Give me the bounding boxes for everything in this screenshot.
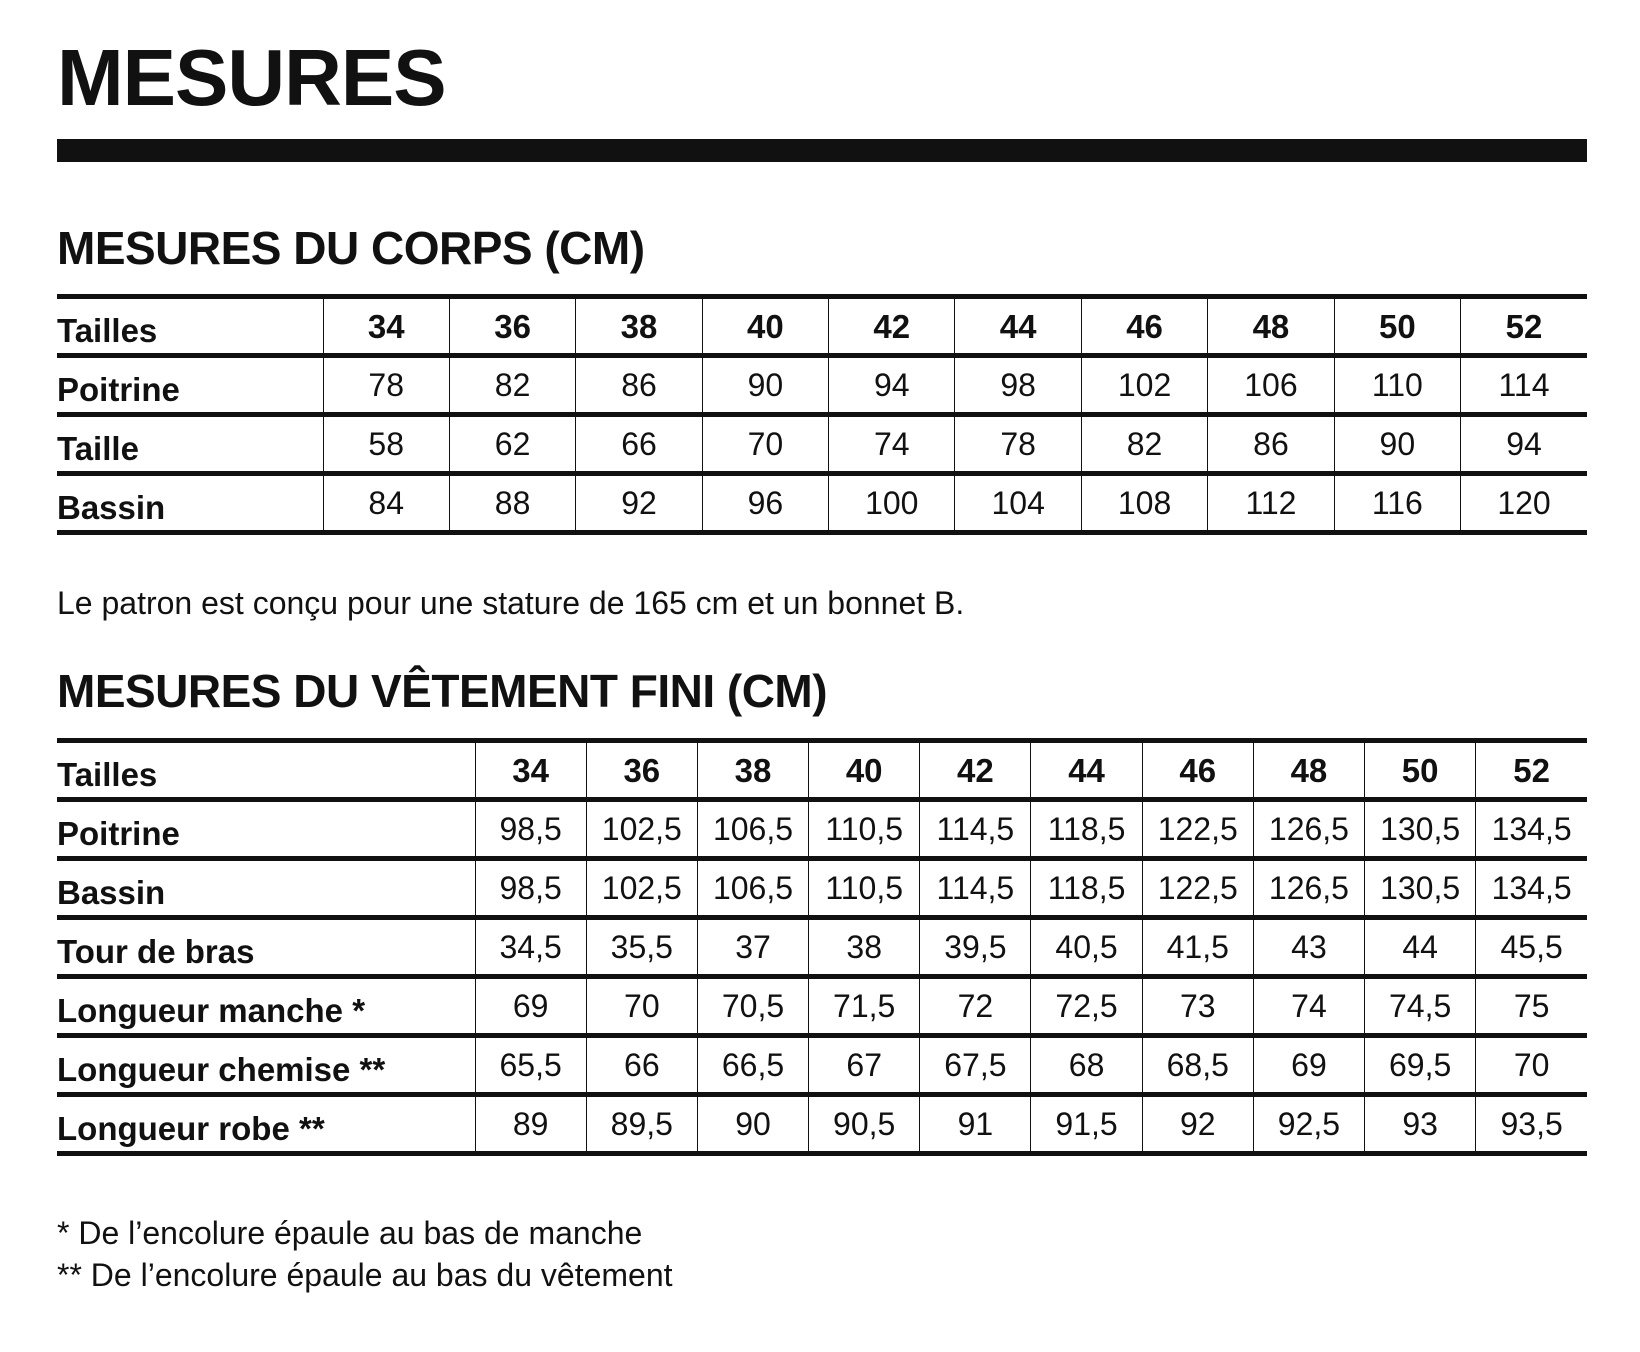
garment-measurements-table	[57, 738, 1587, 1156]
measure-cell: 72,5	[1031, 977, 1142, 1036]
measure-cell: 69	[1253, 1036, 1364, 1095]
measure-cell: 86	[576, 356, 702, 415]
size-header: 46	[1081, 297, 1207, 356]
measure-cell: 74,5	[1365, 977, 1476, 1036]
measure-cell: 112	[1208, 474, 1334, 533]
measure-cell: 110	[1334, 356, 1460, 415]
size-header: 48	[1208, 297, 1334, 356]
measure-cell: 39,5	[920, 918, 1031, 977]
measure-cell: 94	[829, 356, 955, 415]
measure-cell: 93,5	[1476, 1095, 1587, 1154]
measure-cell: 78	[955, 415, 1081, 474]
row-label: Bassin	[57, 873, 166, 911]
size-header: 52	[1476, 741, 1587, 800]
garment-table-body	[57, 741, 1587, 1154]
measure-cell: 102,5	[586, 859, 697, 918]
measure-cell: 102	[1081, 356, 1207, 415]
measure-cell: 91,5	[1031, 1095, 1142, 1154]
size-header: 48	[1253, 741, 1364, 800]
measure-cell: 82	[449, 356, 575, 415]
measure-cell: 69,5	[1365, 1036, 1476, 1095]
measure-cell: 74	[1253, 977, 1364, 1036]
body-table-body	[57, 297, 1587, 533]
title-rule	[57, 139, 1587, 162]
size-header: 34	[323, 297, 449, 356]
row-label: Longueur manche *	[57, 991, 366, 1029]
row-label: Taille	[57, 429, 139, 467]
size-header: 38	[697, 741, 808, 800]
measure-cell: 92,5	[1253, 1095, 1364, 1154]
measure-cell: 75	[1476, 977, 1587, 1036]
measure-cell: 118,5	[1031, 800, 1142, 859]
size-header: 52	[1461, 297, 1587, 356]
measure-cell: 114,5	[920, 800, 1031, 859]
measure-cell: 70	[586, 977, 697, 1036]
measure-cell: 67,5	[920, 1036, 1031, 1095]
measure-cell: 93	[1365, 1095, 1476, 1154]
measure-cell: 126,5	[1253, 859, 1364, 918]
body-measurements-note: Le patron est conçu pour une stature de 165 cm et un bonnet B.	[57, 585, 965, 621]
table-row	[57, 918, 1587, 977]
measure-cell: 70,5	[697, 977, 808, 1036]
measure-cell: 71,5	[809, 977, 920, 1036]
measure-cell: 69	[475, 977, 586, 1036]
measure-cell: 66	[576, 415, 702, 474]
table-row	[57, 1095, 1587, 1154]
measure-cell: 106,5	[697, 800, 808, 859]
measure-cell: 35,5	[586, 918, 697, 977]
measure-cell: 98,5	[475, 800, 586, 859]
table-row	[57, 1036, 1587, 1095]
measure-cell: 130,5	[1365, 859, 1476, 918]
measure-cell: 86	[1208, 415, 1334, 474]
measure-cell: 44	[1365, 918, 1476, 977]
measure-cell: 89	[475, 1095, 586, 1154]
measure-cell: 104	[955, 474, 1081, 533]
measure-cell: 134,5	[1476, 800, 1587, 859]
measure-cell: 106,5	[697, 859, 808, 918]
row-label: Poitrine	[57, 370, 180, 408]
size-header: 40	[702, 297, 828, 356]
size-header: 40	[809, 741, 920, 800]
measure-cell: 90	[697, 1095, 808, 1154]
size-header: 36	[449, 297, 575, 356]
table-row	[57, 859, 1587, 918]
measure-cell: 65,5	[475, 1036, 586, 1095]
measure-cell: 62	[449, 415, 575, 474]
header-label: Tailles	[57, 311, 158, 349]
measure-cell: 120	[1461, 474, 1587, 533]
footnote-garment-length: ** De l’encolure épaule au bas du vêtement	[57, 1257, 673, 1293]
size-header: 44	[1031, 741, 1142, 800]
measure-cell: 92	[1142, 1095, 1253, 1154]
table-header-row	[57, 741, 1587, 800]
measure-cell: 122,5	[1142, 859, 1253, 918]
measure-cell: 45,5	[1476, 918, 1587, 977]
measure-cell: 102,5	[586, 800, 697, 859]
measure-cell: 34,5	[475, 918, 586, 977]
size-header: 36	[586, 741, 697, 800]
size-header: 44	[955, 297, 1081, 356]
measure-cell: 94	[1461, 415, 1587, 474]
measure-cell: 100	[829, 474, 955, 533]
measure-cell: 70	[702, 415, 828, 474]
measure-cell: 70	[1476, 1036, 1587, 1095]
measure-cell: 114	[1461, 356, 1587, 415]
measure-cell: 92	[576, 474, 702, 533]
measure-cell: 84	[323, 474, 449, 533]
measure-cell: 91	[920, 1095, 1031, 1154]
size-header: 34	[475, 741, 586, 800]
measure-cell: 106	[1208, 356, 1334, 415]
measure-cell: 114,5	[920, 859, 1031, 918]
row-label: Longueur chemise **	[57, 1050, 386, 1088]
measure-cell: 110,5	[809, 800, 920, 859]
measure-cell: 68,5	[1142, 1036, 1253, 1095]
measure-cell: 98,5	[475, 859, 586, 918]
measure-cell: 66	[586, 1036, 697, 1095]
row-label: Longueur robe **	[57, 1109, 325, 1147]
measure-cell: 116	[1334, 474, 1460, 533]
measure-cell: 74	[829, 415, 955, 474]
measure-cell: 96	[702, 474, 828, 533]
measure-cell: 90,5	[809, 1095, 920, 1154]
measure-cell: 98	[955, 356, 1081, 415]
table-row	[57, 977, 1587, 1036]
size-header: 46	[1142, 741, 1253, 800]
body-measurements-table	[57, 294, 1587, 535]
measure-cell: 72	[920, 977, 1031, 1036]
measure-cell: 118,5	[1031, 859, 1142, 918]
page-title: MESURES	[57, 33, 446, 122]
measure-cell: 67	[809, 1036, 920, 1095]
size-header: 42	[829, 297, 955, 356]
measure-cell: 126,5	[1253, 800, 1364, 859]
measure-cell: 73	[1142, 977, 1253, 1036]
measure-cell: 90	[1334, 415, 1460, 474]
body-measurements-title: MESURES DU CORPS (CM)	[57, 222, 645, 274]
measure-cell: 89,5	[586, 1095, 697, 1154]
measure-cell: 41,5	[1142, 918, 1253, 977]
measure-cell: 108	[1081, 474, 1207, 533]
measure-cell: 90	[702, 356, 828, 415]
footnote-sleeve-length: * De l’encolure épaule au bas de manche	[57, 1215, 643, 1251]
measure-cell: 82	[1081, 415, 1207, 474]
measure-cell: 38	[809, 918, 920, 977]
measure-cell: 88	[449, 474, 575, 533]
garment-measurements-title: MESURES DU VÊTEMENT FINI (CM)	[57, 665, 828, 717]
size-header: 42	[920, 741, 1031, 800]
measure-cell: 37	[697, 918, 808, 977]
table-row	[57, 415, 1587, 474]
table-row	[57, 474, 1587, 533]
measure-cell: 43	[1253, 918, 1364, 977]
measure-cell: 110,5	[809, 859, 920, 918]
size-header: 50	[1365, 741, 1476, 800]
measure-cell: 122,5	[1142, 800, 1253, 859]
row-label: Bassin	[57, 488, 166, 526]
table-row	[57, 800, 1587, 859]
measure-cell: 66,5	[697, 1036, 808, 1095]
table-row	[57, 356, 1587, 415]
size-header: 50	[1334, 297, 1460, 356]
measure-cell: 78	[323, 356, 449, 415]
size-header: 38	[576, 297, 702, 356]
row-label: Poitrine	[57, 814, 180, 852]
row-label: Tour de bras	[57, 932, 255, 970]
measure-cell: 58	[323, 415, 449, 474]
measure-cell: 134,5	[1476, 859, 1587, 918]
measure-cell: 68	[1031, 1036, 1142, 1095]
measure-cell: 130,5	[1365, 800, 1476, 859]
table-header-row	[57, 297, 1587, 356]
header-label: Tailles	[57, 755, 158, 793]
measure-cell: 40,5	[1031, 918, 1142, 977]
